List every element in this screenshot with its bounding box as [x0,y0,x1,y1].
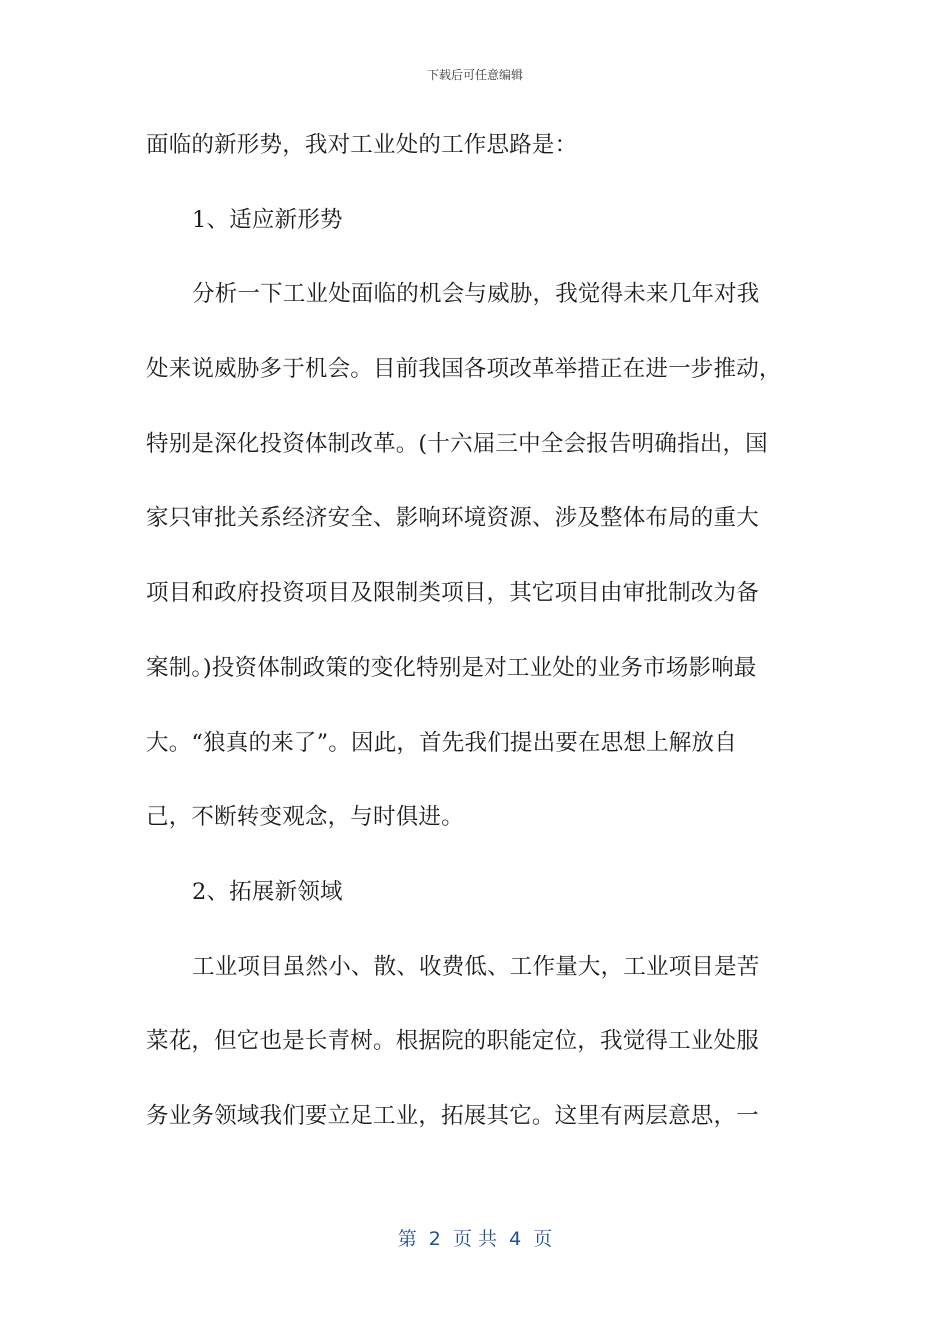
text-line: 家只审批关系经济安全、影响环境资源、涉及整体布局的重大 [146,505,759,532]
text-line: 特别是深化投资体制改革。(十六届三中全会报告明确指出，国 [146,430,768,457]
page-number-footer: 第 2 页 共 4 页 [397,1228,553,1250]
text-line: 大。“狼真的来了”。因此，首先我们提出要在思想上解放自 [146,729,737,756]
text-line: 务业务领域我们要立足工业，拓展其它。这里有两层意思，一 [146,1102,759,1129]
text-line: 工业项目虽然小、散、收费低、工作量大，工业项目是苦 [192,953,760,980]
text-line: 菜花，但它也是长青树。根据院的职能定位，我觉得工业处服 [146,1028,759,1055]
text-line: 己，不断转变观念，与时俱进。 [146,804,464,831]
text-line: 案制。)投资体制政策的变化特别是对工业处的业务市场影响最 [146,654,757,681]
text-line: 处来说威胁多于机会。目前我国各项改革举措正在进一步推动， [146,356,782,383]
section-heading: 1、适应新形势 [192,206,343,233]
document-body [146,116,806,1162]
text-line: 项目和政府投资项目及限制类项目，其它项目由审批制改为备 [146,580,759,607]
text-line: 分析一下工业处面临的机会与威胁，我觉得未来几年对我 [192,281,760,308]
header-note: 下载后可任意编辑 [426,68,523,82]
section-heading: 2、拓展新领域 [192,878,343,905]
text-line: 面临的新形势，我对工业处的工作思路是： [146,132,578,158]
